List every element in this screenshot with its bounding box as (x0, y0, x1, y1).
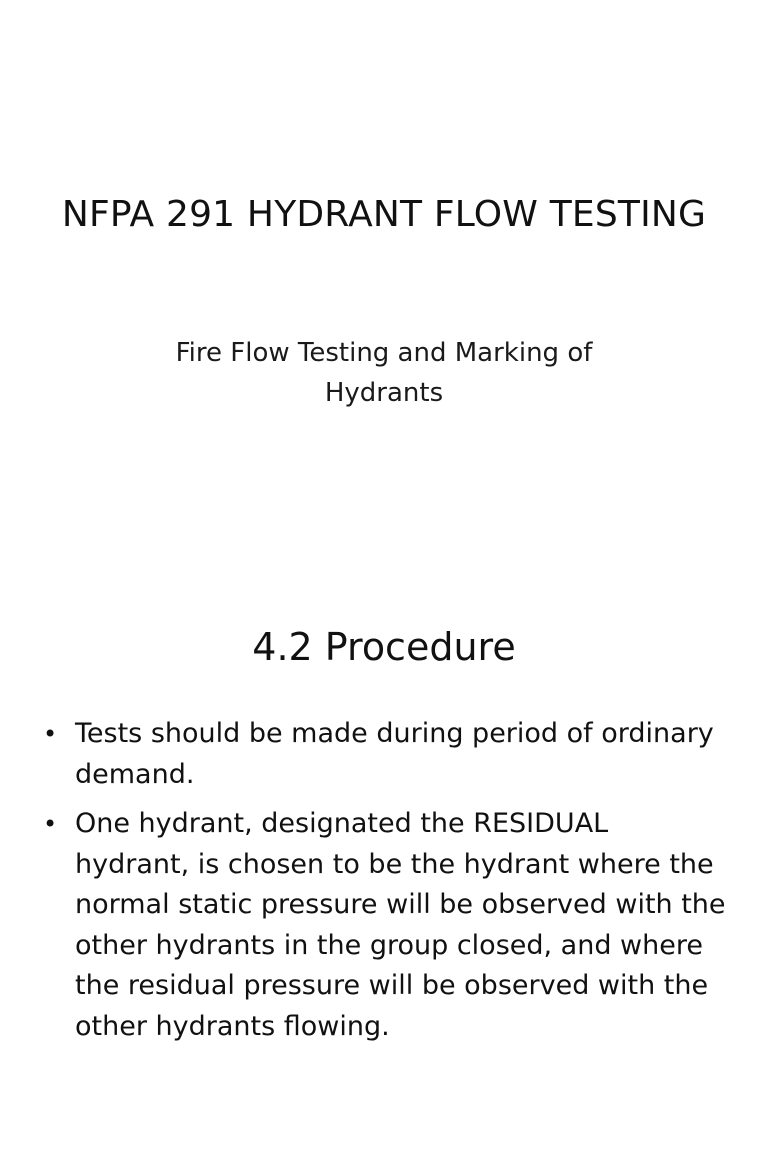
bullet-icon: • (43, 720, 58, 748)
section-heading: 4.2 Procedure (252, 625, 516, 669)
procedure-slide (0, 576, 768, 1152)
slide-title: NFPA 291 HYDRANT FLOW TESTING (61, 194, 707, 235)
bullet-text: Tests should be made during period of ordinary demand. (75, 718, 714, 790)
bullet-list (40, 714, 728, 1056)
bullet-item (40, 804, 728, 1047)
bullet-text: One hydrant, designated the RESIDUAL hydrant, is chosen to be the hydrant where the normal static pressure will be observed with the other hydrants in the group closed, and where the residual pressure will be observed with the other hydrants flowing. (75, 808, 726, 1042)
bullet-item (40, 714, 728, 795)
slide-subtitle: Fire Flow Testing and Marking of Hydrants (175, 338, 593, 408)
bullet-icon: • (43, 810, 58, 838)
